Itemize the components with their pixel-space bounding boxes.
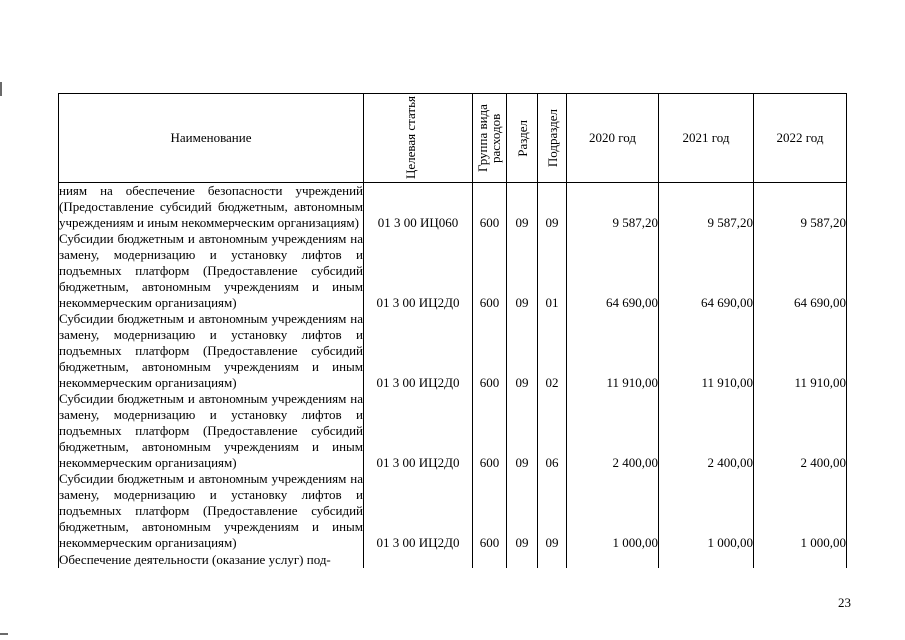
row-amount-2020: [567, 551, 659, 568]
row-target-article: 01 3 00 ИЦ2Д0: [364, 231, 473, 311]
row-amount-2021: 11 910,00: [659, 311, 754, 391]
table-row: [59, 311, 847, 391]
table-row: [59, 551, 847, 568]
row-section: 09: [507, 391, 538, 471]
row-section: [507, 551, 538, 568]
row-target-article: 01 3 00 ИЦ2Д0: [364, 311, 473, 391]
header-row: [59, 94, 847, 183]
row-amount-2021: 9 587,20: [659, 183, 754, 232]
row-amount-2022: [754, 551, 847, 568]
row-subsection: [538, 551, 567, 568]
row-expense-group: 600: [473, 471, 507, 551]
row-expense-group: [473, 551, 507, 568]
row-amount-2020: 64 690,00: [567, 231, 659, 311]
row-expense-group: 600: [473, 311, 507, 391]
row-name: Субсидии бюджетным и автономным учреждениям на замену, модернизацию и установку лифтов и подъемных платформ (Предоставление субсидий бюджетным, автономным учреждениям и иным некоммерческим организациям): [59, 391, 363, 470]
row-expense-group: 600: [473, 231, 507, 311]
row-subsection: 09: [538, 183, 567, 232]
row-target-article: 01 3 00 ИЦ060: [364, 183, 473, 232]
row-amount-2020: 2 400,00: [567, 391, 659, 471]
col-header-2020: 2020 год: [567, 94, 659, 183]
row-amount-2022: 9 587,20: [754, 183, 847, 232]
row-subsection: 02: [538, 311, 567, 391]
row-amount-2020: 1 000,00: [567, 471, 659, 551]
scan-edge-mark: [0, 633, 8, 635]
row-name: ниям на обеспечение безопасности учреждений (Предоставление субсидий бюджетным, автономным учреждениям и иным некоммерческим организациям): [59, 183, 363, 230]
row-amount-2021: 1 000,00: [659, 471, 754, 551]
row-name: Субсидии бюджетным и автономным учреждениям на замену, модернизацию и установку лифтов и подъемных платформ (Предоставление субсидий бюджетным, автономным учреждениям и иным некоммерческим организациям): [59, 311, 363, 390]
row-amount-2021: 2 400,00: [659, 391, 754, 471]
table-row: [59, 183, 847, 232]
col-header-2021: 2021 год: [659, 94, 754, 183]
table-row: [59, 231, 847, 311]
row-amount-2020: 9 587,20: [567, 183, 659, 232]
col-header-section: Раздел: [507, 94, 538, 183]
row-subsection: 09: [538, 471, 567, 551]
col-header-subsection: Подраздел: [538, 94, 567, 183]
scan-edge-mark: [0, 82, 2, 96]
col-header-2022: 2022 год: [754, 94, 847, 183]
row-section: 09: [507, 471, 538, 551]
col-header-target-article: Целевая статья: [364, 94, 473, 183]
row-expense-group: 600: [473, 391, 507, 471]
row-name: Субсидии бюджетным и автономным учреждениям на замену, модернизацию и установку лифтов и подъемных платформ (Предоставление субсидий бюджетным, автономным учреждениям и иным некоммерческим организациям): [59, 231, 363, 310]
row-amount-2021: 64 690,00: [659, 231, 754, 311]
row-amount-2021: [659, 551, 754, 568]
row-section: 09: [507, 183, 538, 232]
budget-table: [58, 93, 847, 568]
row-amount-2022: 1 000,00: [754, 471, 847, 551]
page-number: 23: [838, 595, 851, 610]
row-amount-2022: 2 400,00: [754, 391, 847, 471]
row-name: Субсидии бюджетным и автономным учреждениям на замену, модернизацию и установку лифтов и подъемных платформ (Предоставление субсидий бюджетным, автономным учреждениям и иным некоммерческим организациям): [59, 471, 363, 550]
row-subsection: 06: [538, 391, 567, 471]
row-target-article: 01 3 00 ИЦ2Д0: [364, 391, 473, 471]
row-subsection: 01: [538, 231, 567, 311]
row-amount-2022: 64 690,00: [754, 231, 847, 311]
row-target-article: [364, 551, 473, 568]
row-amount-2020: 11 910,00: [567, 311, 659, 391]
row-section: 09: [507, 311, 538, 391]
table-row: [59, 391, 847, 471]
row-name: Обеспечение деятельности (оказание услуг) под-: [59, 551, 364, 568]
row-section: 09: [507, 231, 538, 311]
col-header-expense-group: Группа вида расходов: [473, 94, 507, 183]
row-target-article: 01 3 00 ИЦ2Д0: [364, 471, 473, 551]
row-amount-2022: 11 910,00: [754, 311, 847, 391]
row-expense-group: 600: [473, 183, 507, 232]
table-row: [59, 471, 847, 551]
col-header-name: Наименование: [59, 94, 364, 183]
